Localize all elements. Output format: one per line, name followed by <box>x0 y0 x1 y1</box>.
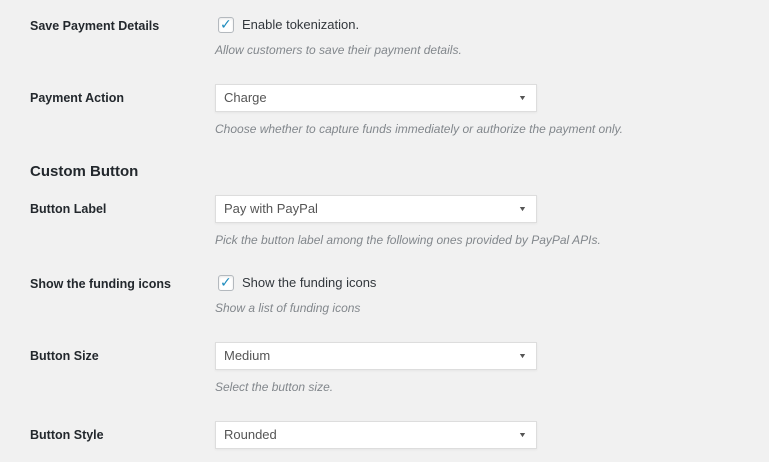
field-label-save-payment-details: Save Payment Details <box>30 19 160 33</box>
field-label-button-style: Button Style <box>30 428 104 442</box>
chevron-down-icon: ▼ <box>518 94 528 102</box>
button-style-select[interactable] <box>215 421 537 449</box>
row-save-payment-details <box>30 3 739 71</box>
row-button-size <box>30 329 739 408</box>
chevron-down-icon: ▼ <box>518 431 528 439</box>
section-heading-custom-button: Custom Button <box>30 163 139 180</box>
enable-tokenization-checkbox[interactable] <box>218 17 234 33</box>
show-funding-icons-label[interactable]: Show the funding icons <box>242 275 377 290</box>
chevron-down-icon: ▼ <box>518 352 528 360</box>
button-style-selected-value: Rounded <box>224 427 277 442</box>
row-button-style <box>30 408 739 462</box>
field-label-button-size: Button Size <box>30 349 99 363</box>
show-funding-icons-description: Show a list of funding icons <box>215 301 361 315</box>
chevron-down-icon: ▼ <box>518 205 528 213</box>
button-label-selected-value: Pay with PayPal <box>224 201 318 216</box>
checkmark-icon: ✓ <box>220 16 232 32</box>
payment-action-selected-value: Charge <box>224 90 267 105</box>
payment-action-select[interactable] <box>215 84 537 112</box>
save-payment-details-description: Allow customers to save their payment details. <box>215 43 462 57</box>
button-label-select[interactable] <box>215 195 537 223</box>
field-label-show-funding-icons: Show the funding icons <box>30 277 171 291</box>
row-payment-action <box>30 71 739 150</box>
enable-tokenization-label[interactable]: Enable tokenization. <box>242 17 360 32</box>
button-size-description: Select the button size. <box>215 380 334 394</box>
enable-tokenization-option <box>218 16 739 34</box>
field-label-button-label: Button Label <box>30 202 107 216</box>
show-funding-icons-checkbox[interactable] <box>218 275 234 291</box>
field-label-payment-action: Payment Action <box>30 91 125 105</box>
button-label-description: Pick the button label among the following ones provided by PayPal APIs. <box>215 233 601 247</box>
button-size-selected-value: Medium <box>224 348 271 363</box>
checkmark-icon: ✓ <box>220 274 232 290</box>
row-show-funding-icons <box>30 261 739 329</box>
row-button-label <box>30 182 739 261</box>
button-size-select[interactable] <box>215 342 537 370</box>
payment-action-description: Choose whether to capture funds immediately or authorize the payment only. <box>215 122 623 136</box>
show-funding-icons-option <box>218 274 739 292</box>
